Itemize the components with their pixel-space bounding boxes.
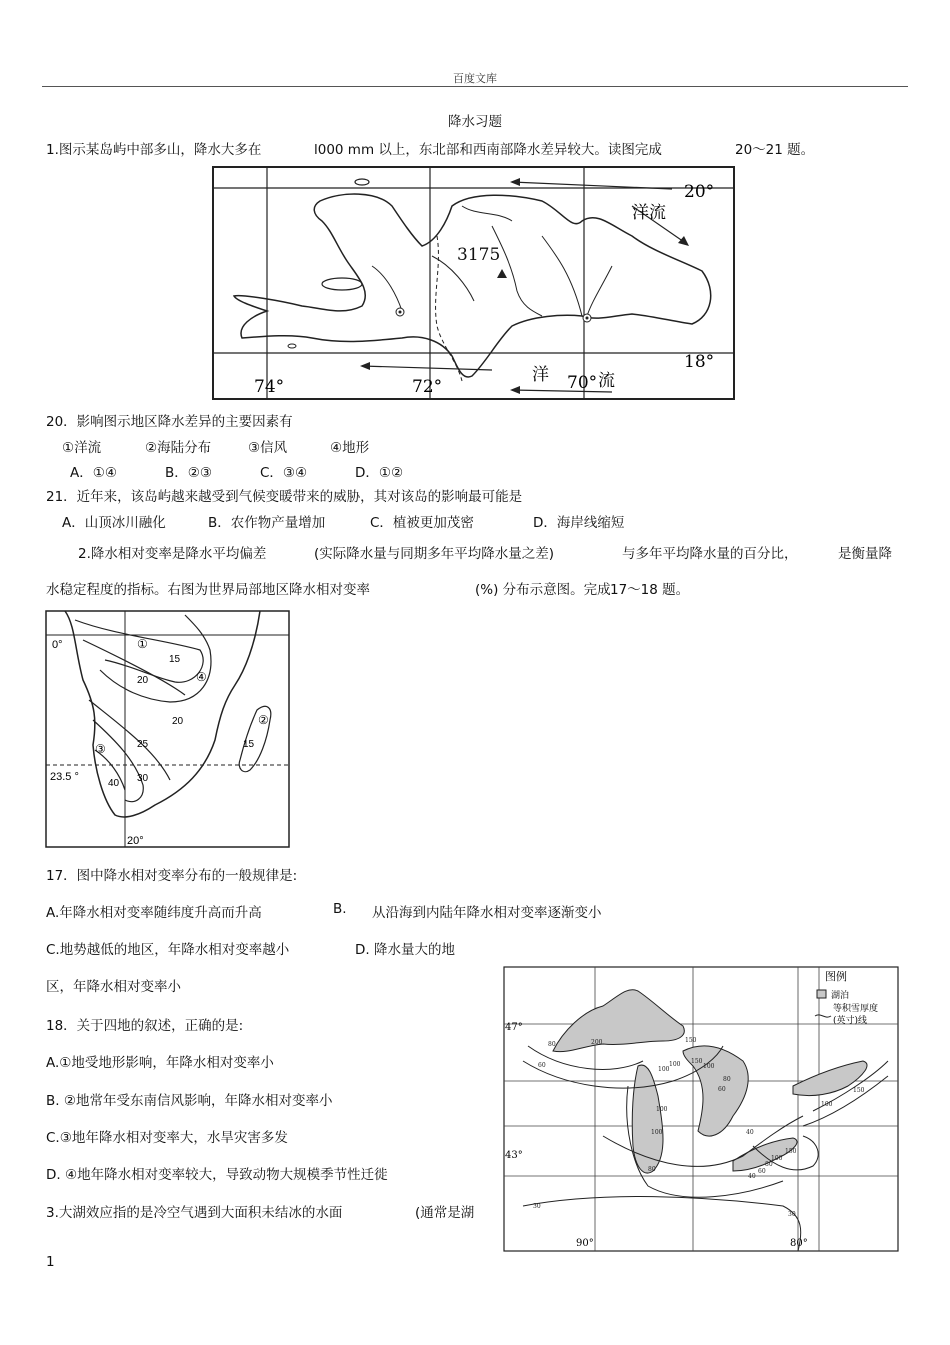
iso-label: 100 xyxy=(821,1101,833,1108)
header-site-name: 百度文库 xyxy=(453,72,497,85)
q20-item-3: ③信风 xyxy=(248,440,288,456)
contour-label-20-a: 20 xyxy=(137,675,149,686)
q20-option-a: A．①④ xyxy=(70,465,117,481)
africa-variability-map xyxy=(45,610,290,848)
q17-option-d-a: D. 降水量大的地 xyxy=(355,942,455,958)
lat-47-label: 47° xyxy=(505,1022,523,1033)
marker-4: ④ xyxy=(196,670,207,684)
lon-90-label: 90° xyxy=(576,1238,594,1249)
contour-label-15-a: 15 xyxy=(169,654,181,665)
lat-20-label: 20° xyxy=(684,182,715,202)
q20-option-c: C．③④ xyxy=(260,465,308,481)
iso-label: 100 xyxy=(658,1066,670,1073)
q20-option-b: B．②③ xyxy=(165,465,212,481)
q20-stem: 20．影响图示地区降水差异的主要因素有 xyxy=(46,414,293,430)
header-divider xyxy=(42,86,908,87)
q20-item-1: ①洋流 xyxy=(62,440,102,456)
q18-option-a: A.①地受地形影响，年降水相对变率小 xyxy=(46,1055,274,1071)
q2-line1-a: 2.降水相对变率是降水平均偏差 xyxy=(78,546,267,562)
q21-option-a: A．山顶冰川融化 xyxy=(62,515,166,531)
q2-line2-c: 17～18 题。 xyxy=(610,582,690,598)
iso-label: 150 xyxy=(785,1148,797,1155)
iso-label: 150 xyxy=(691,1058,703,1065)
iso-label: 60 xyxy=(538,1062,546,1069)
q17-option-b-text: 从沿海到内陆年降水相对变率逐渐变小 xyxy=(372,905,602,921)
contour-label-20-b: 20 xyxy=(172,716,184,727)
q21-option-c: C．植被更加茂密 xyxy=(370,515,474,531)
q3-line-b: (通常是湖 xyxy=(415,1205,475,1221)
q2-line2-b: (%) 分布示意图。完成 xyxy=(475,582,611,598)
q1-intro-b: l000 mm 以上，东北部和西南部降水差异较大。读图完成 xyxy=(314,142,662,158)
q21-stem: 21．近年来，该岛屿越来越受到气候变暖带来的威胁，其对该岛的影响最可能是 xyxy=(46,489,523,505)
iso-label: 80 xyxy=(548,1041,556,1048)
q21-option-d: D．海岸线缩短 xyxy=(533,515,625,531)
iso-label: 30 xyxy=(788,1211,796,1218)
q1-intro-a: 1.图示某岛屿中部多山，降水大多在 xyxy=(46,142,262,158)
iso-label: 30 xyxy=(533,1203,541,1210)
q17-option-b-letter: B. xyxy=(333,901,347,917)
lon-72-label: 72° xyxy=(412,377,443,397)
iso-label: 60 xyxy=(758,1168,766,1175)
page-number: 1 xyxy=(46,1254,55,1270)
legend-isoline-a: 等积雪厚度 xyxy=(833,1004,879,1014)
lat-18-label: 18° xyxy=(684,352,715,372)
page-title: 降水习题 xyxy=(448,114,502,130)
iso-label: 100 xyxy=(669,1061,681,1068)
iso-label: 100 xyxy=(651,1129,663,1136)
iso-label: 80 xyxy=(648,1166,656,1173)
contour-label-15-b: 15 xyxy=(243,739,255,750)
marker-2: ② xyxy=(258,713,269,727)
q18-option-d: D. ④地年降水相对变率较大，导致动物大规模季节性迁徙 xyxy=(46,1167,388,1183)
contour-label-25: 25 xyxy=(137,739,149,750)
q2-line1-b: (实际降水量与同期多年平均降水量之差) xyxy=(314,546,555,562)
q20-item-4: ④地形 xyxy=(330,440,370,456)
q1-intro-c: 20～21 题。 xyxy=(735,142,815,158)
current-label-bottom-a: 洋 xyxy=(532,365,549,385)
q18-stem: 18．关于四地的叙述，正确的是: xyxy=(46,1018,244,1034)
q17-stem: 17．图中降水相对变率分布的一般规律是: xyxy=(46,868,298,884)
q2-line1-c: 与多年平均降水量的百分比， xyxy=(622,546,798,562)
africa-lat-0: 0° xyxy=(52,639,63,651)
q17-option-a: A.年降水相对变率随纬度升高而升高 xyxy=(46,905,262,921)
great-lakes-snow-map xyxy=(503,966,899,1252)
legend-lake: 湖泊 xyxy=(831,991,850,1001)
current-label-top: 洋流 xyxy=(632,203,666,223)
q17-option-d-b: 区，年降水相对变率小 xyxy=(46,979,181,995)
legend-isoline-b: (英寸)线 xyxy=(833,1016,868,1026)
lon-74-label: 74° xyxy=(254,377,285,397)
iso-label: 100 xyxy=(703,1063,715,1070)
marker-3: ③ xyxy=(95,742,106,756)
iso-label: 200 xyxy=(591,1039,603,1046)
iso-label: 40 xyxy=(746,1129,754,1136)
q3-line-a: 3.大湖效应指的是冷空气遇到大面积未结冰的水面 xyxy=(46,1205,343,1221)
contour-label-30: 30 xyxy=(137,773,149,784)
africa-lat-tropic: 23.5 ° xyxy=(50,771,79,783)
iso-label: 100 xyxy=(656,1106,668,1113)
island-map xyxy=(212,166,735,400)
q2-line1-d: 是衡量降 xyxy=(838,546,892,562)
peak-elevation-label: 3175 xyxy=(457,245,501,265)
q17-option-c: C.地势越低的地区，年降水相对变率越小 xyxy=(46,942,290,958)
lon-70-label: 70° xyxy=(567,373,598,393)
current-label-bottom-b: 流 xyxy=(598,371,615,391)
legend-title: 图例 xyxy=(825,970,847,983)
q2-line2-a: 水稳定程度的指标。右图为世界局部地区降水相对变率 xyxy=(46,582,370,598)
iso-label: 150 xyxy=(853,1087,865,1094)
africa-lon-20: 20° xyxy=(127,835,144,847)
q18-option-c: C.③地年降水相对变率大，水旱灾害多发 xyxy=(46,1130,288,1146)
iso-label: 60 xyxy=(718,1086,726,1093)
q20-item-2: ②海陆分布 xyxy=(145,440,212,456)
q21-option-b: B．农作物产量增加 xyxy=(208,515,326,531)
q18-option-b: B. ②地常年受东南信风影响，年降水相对变率小 xyxy=(46,1093,333,1109)
iso-label: 150 xyxy=(685,1037,697,1044)
q20-option-d: D．①② xyxy=(355,465,404,481)
iso-label: 100 xyxy=(771,1155,783,1162)
marker-1: ① xyxy=(137,637,148,651)
lat-43-label: 43° xyxy=(505,1150,523,1161)
contour-label-40: 40 xyxy=(108,778,120,789)
iso-label: 80 xyxy=(723,1076,731,1083)
iso-label: 80 xyxy=(765,1161,773,1168)
iso-label: 40 xyxy=(748,1173,756,1180)
lon-80-label: 80° xyxy=(790,1238,808,1249)
